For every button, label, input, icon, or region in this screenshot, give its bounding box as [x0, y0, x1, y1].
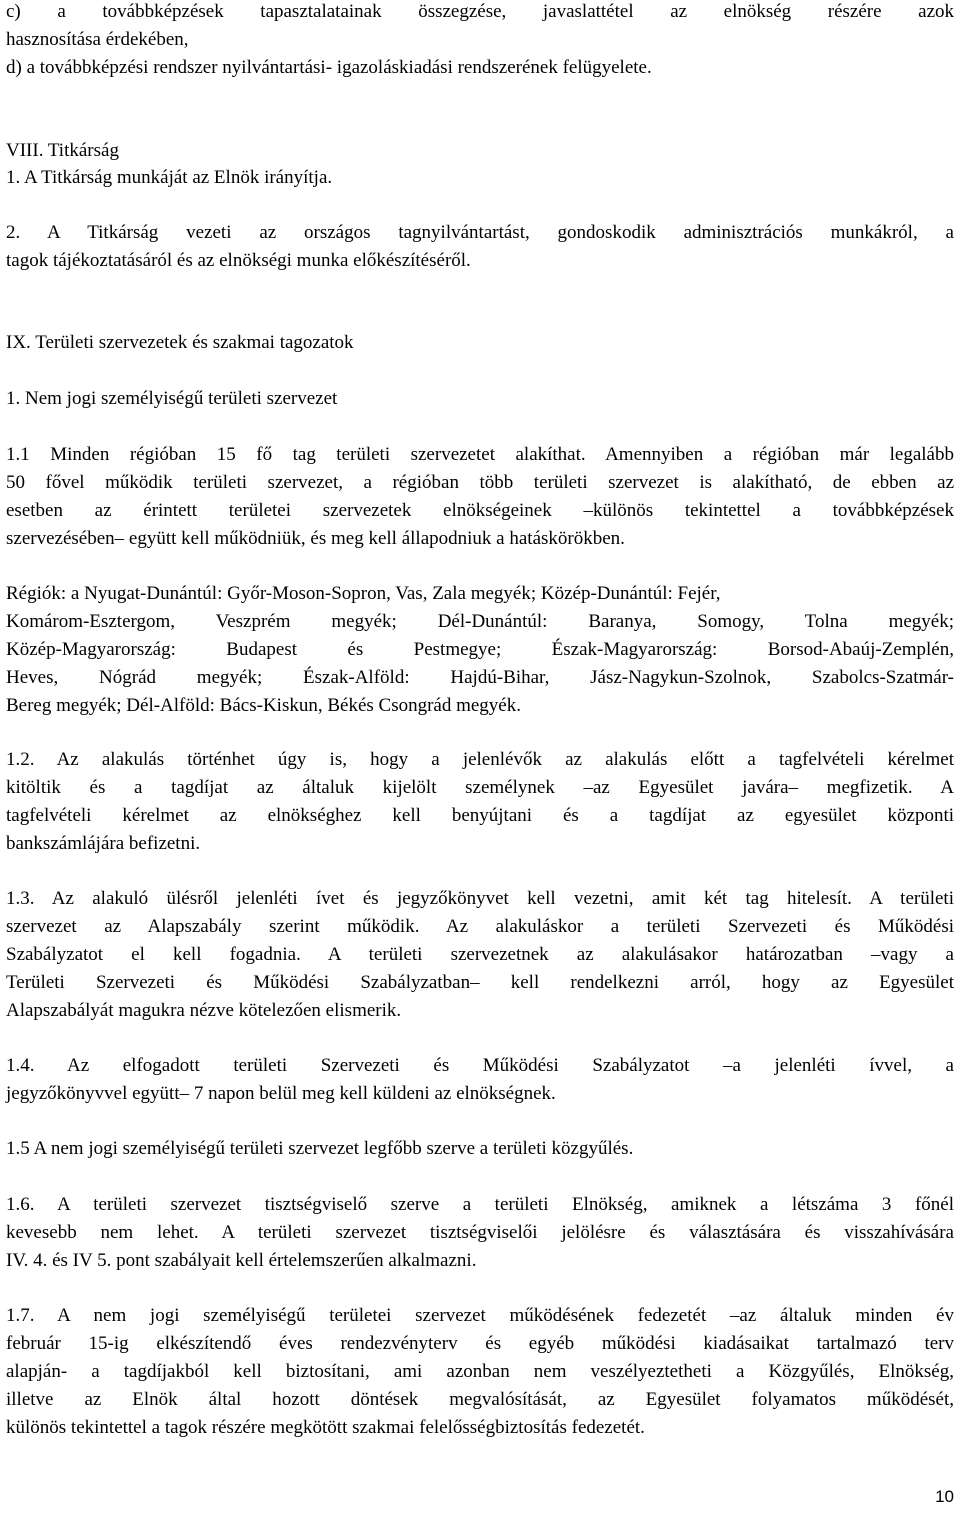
text-line: 50 fővel működik területi szervezet, a régióban több területi szervezet is alakítható, de ebben az [6, 472, 954, 493]
section-heading-teruleti-szervezetek: IX. Területi szervezetek és szakmai tagozatok [6, 332, 354, 353]
text-line: Szabályzatot el kell fogadnia. A területi szervezetnek az alakulásakor határozatban –vagy a [6, 944, 954, 965]
text-line: Heves, Nógrád megyék; Észak-Alföld: Hajdú-Bihar, Jász-Nagykun-Szolnok, Szabolcs-Szatmár- [6, 667, 954, 688]
text-line: 2. A Titkárság vezeti az országos tagnyilvántartást, gondoskodik adminisztrációs munkákról, a [6, 222, 954, 243]
text-line: bankszámlájára befizetni. [6, 833, 201, 854]
text-line: 1.5 A nem jogi személyiségű területi szervezet legfőbb szerve a területi közgyűlés. [6, 1138, 634, 1159]
text-line: Bereg megyék; Dél-Alföld: Bács-Kiskun, Békés Csongrád megyék. [6, 695, 521, 716]
text-line: 1.7. A nem jogi személyiségű területei szervezet működésének fedezetét –az általuk minden év [6, 1305, 954, 1326]
subsection-heading: 1. Nem jogi személyiségű területi szervezet [6, 388, 338, 409]
text-line: február 15-ig elkészítendő éves rendezvényterv és egyéb működési kiadásaikat tartalmazó terv [6, 1333, 954, 1354]
text-line: szervezet az Alapszabály szerint működik. Az alakuláskor a területi Szervezeti és Működési [6, 916, 954, 937]
text-line: 1.6. A területi szervezet tisztségviselő szerve a területi Elnökség, amiknek a létszáma 3 főnél [6, 1194, 954, 1215]
text-line: 1.3. Az alakuló ülésről jelenléti ívet és jegyzőkönyvet kell vezetni, amit két tag hitelesít. A területi [6, 888, 954, 909]
text-line: alapján- a tagdíjakból kell biztosítani, ami azonban nem veszélyeztetheti a Közgyűlés, Elnökség, [6, 1361, 954, 1382]
text-line: Közép-Magyarország: Budapest és Pestmegye; Észak-Magyarország: Borsod-Abaúj-Zemplén, [6, 639, 954, 660]
text-line: hasznosítása érdekében, [6, 29, 189, 50]
text-line: különös tekintettel a tagok részére megkötött szakmai felelősségbiztosítás fedezetét. [6, 1417, 645, 1438]
text-line: d) a továbbképzési rendszer nyilvántartási- igazoláskiadási rendszerének felügyelete. [6, 57, 652, 78]
text-line: 1.2. Az alakulás történhet úgy is, hogy a jelenlévők az alakulás előtt a tagfelvételi kérelmet [6, 749, 954, 770]
text-line: 1. A Titkárság munkáját az Elnök irányítja. [6, 167, 333, 188]
text-line: kitöltik és a tagdíjat az általuk kijelölt személynek –az Egyesület javára– megfizetik. A [6, 777, 954, 798]
section-heading-titkarsag: VIII. Titkárság [6, 140, 119, 161]
text-line: illetve az Elnök által hozott döntések megvalósítását, az Egyesület folyamatos működését, [6, 1389, 954, 1410]
text-line: szervezésében– együtt kell működniük, és meg kell állapodniuk a hatáskörökben. [6, 528, 625, 549]
text-line: tagfelvételi kérelmet az elnökséghez kell benyújtani és a tagdíjat az egyesület központi [6, 805, 954, 826]
text-line: kevesebb nem lehet. A területi szervezet tisztségviselői jelölésre és választására és visszahívására [6, 1222, 954, 1243]
text-line: tagok tájékoztatásáról és az elnökségi munka előkészítéséről. [6, 250, 471, 271]
text-line: jegyzőkönyvvel együtt– 7 napon belül meg kell küldeni az elnökségnek. [6, 1083, 556, 1104]
text-line: esetben az érintett területei szervezetek elnökségeinek –különös tekintettel a továbbképzések [6, 500, 954, 521]
text-line: 1.4. Az elfogadott területi Szervezeti és Működési Szabályzatot –a jelenléti ívvel, a [6, 1055, 954, 1076]
text-line: Alapszabályát magukra nézve kötelezően elismerik. [6, 1000, 402, 1021]
text-line: IV. 4. és IV 5. pont szabályait kell értelemszerűen alkalmazni. [6, 1250, 477, 1271]
page-number: 10 [935, 1487, 954, 1506]
text-line: c) a továbbképzések tapasztalatainak összegzése, javaslattétel az elnökség részére azok [6, 1, 954, 22]
text-line: 1.1 Minden régióban 15 fő tag területi szervezetet alakíthat. Amennyiben a régióban már legalább [6, 444, 954, 465]
text-line: Régiók: a Nyugat-Dunántúl: Győr-Moson-Sopron, Vas, Zala megyék; Közép-Dunántúl: Fejér, [6, 583, 721, 604]
text-line: Komárom-Esztergom, Veszprém megyék; Dél-Dunántúl: Baranya, Somogy, Tolna megyék; [6, 611, 954, 632]
text-line: Területi Szervezeti és Működési Szabályzatban– kell rendelkezni arról, hogy az Egyesület [6, 972, 954, 993]
